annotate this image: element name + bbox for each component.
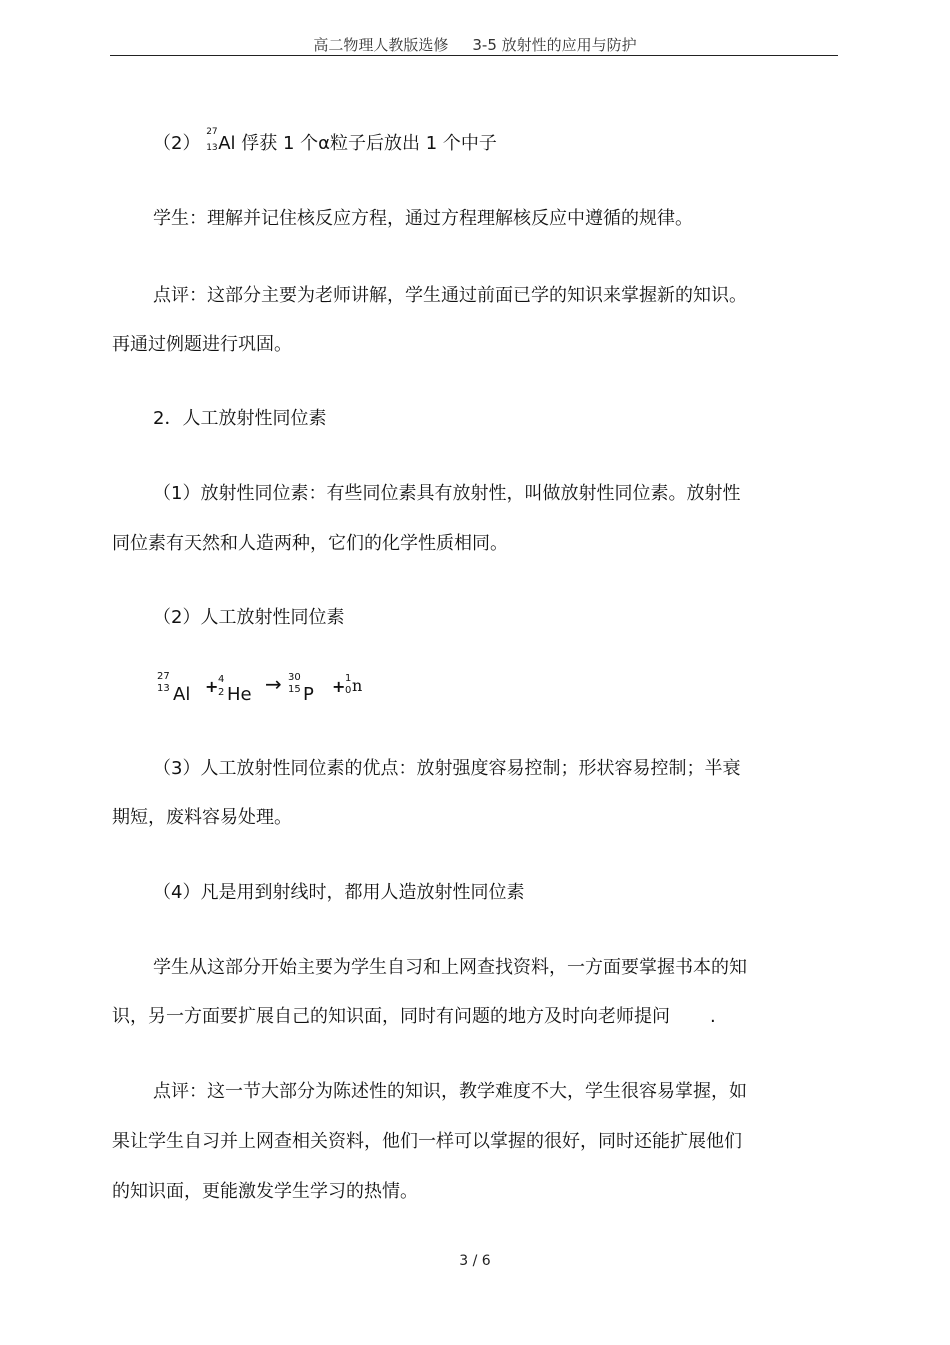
header-title-right: 3-5 放射性的应用与防护 [472, 36, 637, 54]
paragraph-artificial-isotope: （2）人工放射性同位素 [153, 607, 345, 628]
paragraph-al-capture [153, 127, 497, 156]
paragraph-usage: （4）凡是用到射线时，都用人造放射性同位素 [153, 882, 525, 903]
isotope-number: 13 [206, 143, 218, 153]
header-title-left: 高二物理人教版选修 [313, 36, 449, 54]
paragraph-comment-1-a: 点评：这部分主要为老师讲解，学生通过前面已学的知识来掌握新的知识。 [153, 285, 747, 306]
n-symbol: n [352, 676, 363, 695]
item-number: （2） [153, 133, 201, 154]
paragraph-comment-1-b: 再通过例题进行巩固。 [112, 334, 292, 355]
plus-sign: + [332, 677, 346, 696]
paragraph-isotope-def-a: （1）放射性同位素：有些同位素具有放射性，叫做放射性同位素。放射性 [153, 483, 741, 504]
al-symbol: Al [173, 684, 191, 705]
paragraph-text: 俘获 1 个α粒子后放出 1 个中子 [235, 133, 497, 154]
paragraph-comment-2-b: 果让学生自习并上网查相关资料，他们一样可以掌握的很好，同时还能扩展他们 [112, 1131, 742, 1152]
he-mass: 4 [218, 674, 225, 685]
paragraph-student-2-b [112, 1005, 716, 1029]
p-symbol: P [303, 684, 314, 705]
isotope-mass: 27 [206, 127, 218, 137]
paragraph-advantages-a: （3）人工放射性同位素的优点：放射强度容易控制；形状容易控制；半衰 [153, 758, 741, 779]
paragraph-student-2-a: 学生从这部分开始主要为学生自习和上网查找资料，一方面要掌握书本的知 [153, 957, 747, 978]
isotope-symbol: Al [218, 133, 236, 154]
al-number: 13 [157, 683, 170, 694]
al-mass: 27 [157, 671, 170, 682]
plus-sign: + [205, 677, 219, 696]
paragraph-advantages-b: 期短，废料容易处理。 [112, 807, 292, 828]
p-number: 15 [288, 684, 301, 695]
page-number: 3 / 6 [459, 1253, 491, 1269]
p-mass: 30 [288, 672, 301, 683]
n-mass: 1 [345, 673, 352, 684]
paragraph-isotope-def-b: 同位素有天然和人造两种，它们的化学性质相同。 [112, 533, 508, 554]
paragraph-text: 识，另一方面要扩展自己的知识面，同时有问题的地方及时向老师提问 [112, 1006, 670, 1027]
reaction-arrow: → [265, 672, 282, 696]
n-number: 0 [345, 685, 352, 696]
nuclear-equation [155, 672, 415, 712]
section-heading-2: 2．人工放射性同位素 [153, 408, 327, 429]
header-rule [110, 55, 838, 56]
paragraph-student-1: 学生：理解并记住核反应方程，通过方程理解核反应中遵循的规律。 [153, 208, 693, 229]
isotope-al [206, 127, 236, 156]
paragraph-comment-2-c: 的知识面，更能激发学生学习的热情。 [112, 1181, 418, 1202]
he-number: 2 [218, 687, 225, 698]
he-symbol: He [227, 684, 252, 705]
page-header [0, 34, 950, 55]
paragraph-end-mark: . [710, 1006, 716, 1027]
paragraph-comment-2-a: 点评：这一节大部分为陈述性的知识，教学难度不大，学生很容易掌握，如 [153, 1081, 747, 1102]
